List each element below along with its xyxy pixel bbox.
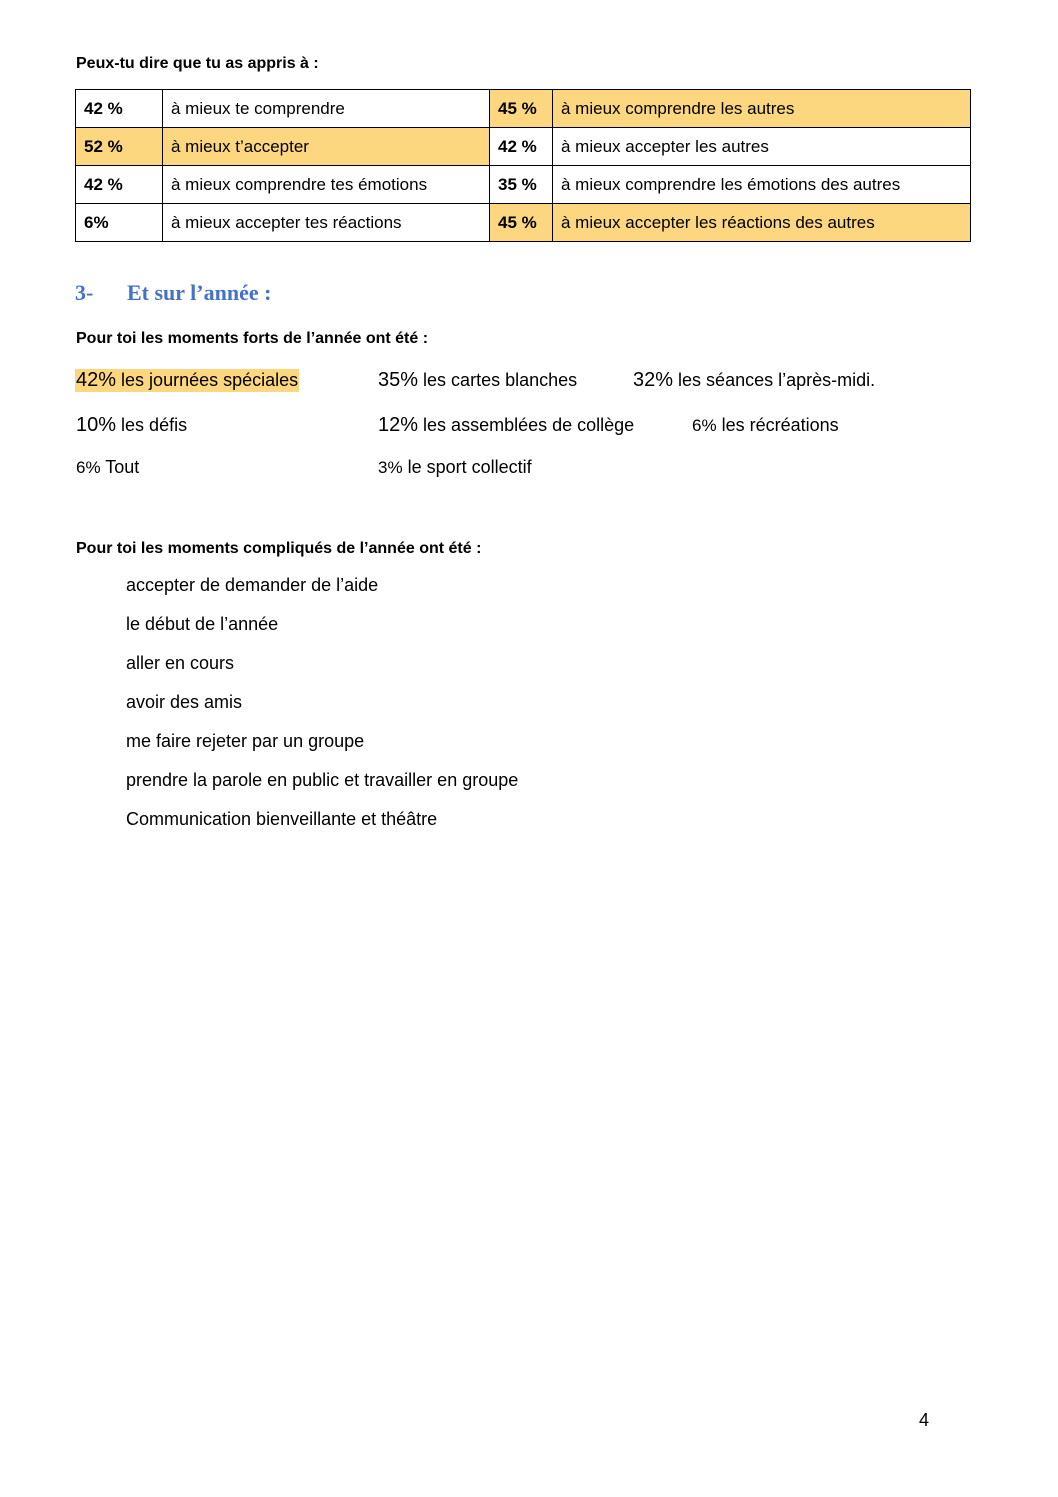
moment-label: le sport collectif [407,457,532,477]
moment-label: Tout [105,457,140,477]
left-percent: 52 % [76,128,163,166]
learned-question-title: Peux-tu dire que tu as appris à : [76,55,319,72]
left-label: à mieux t’accepter [163,128,490,166]
strong-moment-item [75,369,299,392]
strong-moment-item [76,414,187,437]
page-number: 4 [919,1410,930,1430]
left-percent: 42 % [76,166,163,204]
right-label: à mieux comprendre les autres [553,90,971,128]
strong-moment-item [378,369,577,392]
left-percent: 6% [76,204,163,242]
right-label: à mieux comprendre les émotions des autres [553,166,971,204]
learned-table [75,89,971,242]
left-label: à mieux comprendre tes émotions [163,166,490,204]
hard-moment-item: Communication bienveillante et théâtre [126,809,438,829]
strong-moment-item [633,369,875,392]
moment-percent: 3% [378,458,403,477]
hard-moment-item: avoir des amis [126,692,243,712]
hard-moment-item: me faire rejeter par un groupe [126,731,365,751]
moment-label: les séances l’après-midi. [678,370,876,390]
strong-moment-item [378,414,634,437]
strong-moment-item [692,415,839,436]
right-label: à mieux accepter les réactions des autres [553,204,971,242]
right-percent: 45 % [490,90,553,128]
moment-label: les assemblées de collège [423,415,635,435]
right-percent: 45 % [490,204,553,242]
section-number: 3- [75,280,94,305]
table-row [76,128,971,166]
section-heading [75,280,271,306]
section-title: Et sur l’année : [127,280,272,305]
moment-percent: 6% [692,416,717,435]
moment-percent: 42% [76,369,117,391]
strong-moment-item [76,457,139,478]
moment-percent: 32% [633,369,674,391]
right-percent: 42 % [490,128,553,166]
moment-percent: 6% [76,458,101,477]
table-row [76,166,971,204]
hard-moments-title: Pour toi les moments compliqués de l’année ont été : [76,540,482,557]
moment-label: les cartes blanches [423,370,578,390]
hard-moment-item: accepter de demander de l’aide [126,575,379,595]
left-label: à mieux te comprendre [163,90,490,128]
left-label: à mieux accepter tes réactions [163,204,490,242]
moment-label: les défis [121,415,188,435]
strong-moment-item [378,457,532,478]
moment-label: les journées spéciales [121,370,299,390]
hard-moment-item: aller en cours [126,653,235,673]
hard-moment-item: prendre la parole en public et travailler en groupe [126,770,519,790]
moment-label: les récréations [721,415,839,435]
moment-percent: 35% [378,369,419,391]
table-row [76,204,971,242]
moment-percent: 12% [378,414,419,436]
left-percent: 42 % [76,90,163,128]
moment-percent: 10% [76,414,117,436]
right-label: à mieux accepter les autres [553,128,971,166]
hard-moment-item: le début de l’année [126,614,279,634]
right-percent: 35 % [490,166,553,204]
table-row [76,90,971,128]
strong-moments-title: Pour toi les moments forts de l’année ont été : [76,330,429,347]
